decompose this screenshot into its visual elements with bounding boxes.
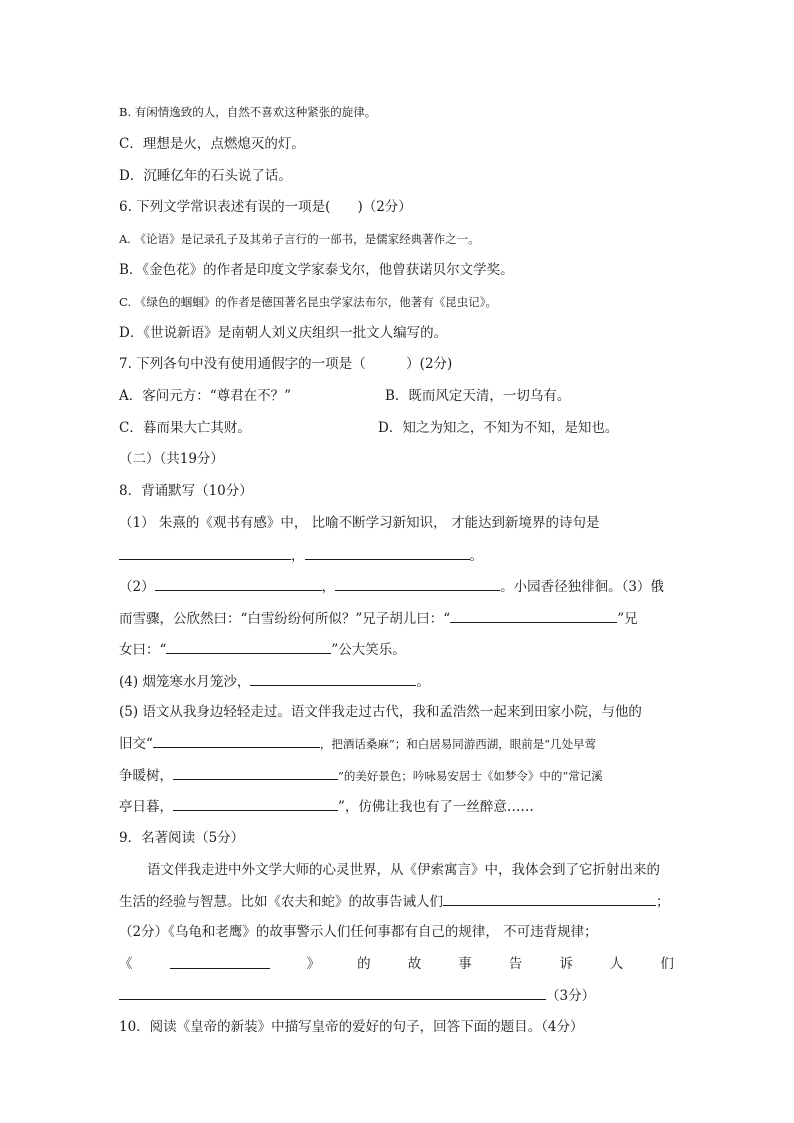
- q6-option-a: A. 《论语》是记录孔子及其弟子言行的一部书，是儒家经典著作之一。: [119, 232, 480, 246]
- q6-option-b: B．《金色花》的作者是印度文学家泰戈尔，他曾获诺贝尔文学奖。: [119, 262, 514, 278]
- q8-line-7: (5) 语文从我身边轻轻走过。语文伴我走过古代，我和孟浩然一起来到田家小院，与他的: [119, 704, 642, 720]
- answer-blank[interactable]: [443, 892, 656, 906]
- q8-line-6: (4) 烟笼寒水月笼沙， 。: [119, 674, 430, 690]
- q7-option-d: D．知之为知之，不知为不知，是知也。: [378, 420, 619, 436]
- answer-blank[interactable]: [119, 986, 546, 1000]
- q5-option-d: D．沉睡亿年的石头说了话。: [119, 168, 292, 184]
- answer-blank[interactable]: [153, 734, 320, 748]
- q6-option-d: D．《世说新语》是南朝人刘义庆组织一批文人编写的。: [119, 325, 448, 341]
- answer-blank[interactable]: [173, 766, 338, 780]
- q9-line-3: （2分）《乌龟和老鹰》的故事警示人们任何事都有自己的规律， 不可违背规律；: [119, 924, 598, 940]
- q8-line-3: （2） ， 。小园香径独徘徊。（3）俄: [119, 579, 664, 595]
- q6-option-c: C. 《绿色的蝈蝈》的作者是德国著名昆虫学家法布尔，他著有《昆虫记》。: [119, 295, 497, 309]
- answer-blank[interactable]: [155, 577, 322, 591]
- answer-blank[interactable]: [166, 640, 331, 654]
- q7-option-c: C．暮而果大亡其财。: [119, 420, 251, 436]
- section-two-heading: （二）（共19分）: [119, 451, 224, 467]
- q5-option-b: B. 有闲情逸致的人，自然不喜欢这种紧张的旋律。: [119, 105, 377, 119]
- answer-blank[interactable]: [119, 546, 291, 560]
- q10-title: 10．阅读《皇帝的新装》中描写皇帝的爱好的句子，回答下面的题目。（4分）: [119, 1019, 584, 1035]
- q8-line-4: 而雪骤，公欣然曰：“白雪纷纷何所似？”兄子胡儿曰：“ ”兄: [119, 611, 638, 627]
- q9-line-4: 《 》 的 故 事 告 诉 人 们: [119, 956, 674, 972]
- q5-option-c: C．理想是火，点燃熄灭的灯。: [119, 136, 305, 152]
- q7-option-b: B．既而风定天清，一切乌有。: [385, 388, 571, 404]
- q7-stem: 7. 下列各句中没有使用通假字的一项是（ ）(2分): [119, 356, 453, 372]
- q8-line-1: （1） 朱熹的《观书有感》中， 比喻不断学习新知识， 才能达到新境界的诗句是: [119, 515, 600, 531]
- answer-blank[interactable]: [170, 955, 270, 969]
- q9-line-2: 生活的经验与智慧。比如《农夫和蛇》的故事告诫人们 ；: [119, 894, 670, 910]
- q8-line-10: 亭日暮， ”，仿佛让我也有了一丝醉意……: [119, 799, 534, 815]
- answer-blank[interactable]: [335, 577, 500, 591]
- q7-option-a: A．客问元方：“尊君在不？”: [119, 388, 292, 404]
- q8-line-8: 旧交“ ，把酒话桑麻”；和白居易同游西湖，眼前是“几处早莺: [119, 736, 597, 752]
- answer-blank[interactable]: [450, 609, 617, 623]
- answer-blank[interactable]: [305, 546, 470, 560]
- q8-line-9: 争暖树， ”的美好景色；吟咏易安居士《如梦令》中的“常记溪: [119, 768, 603, 784]
- answer-blank[interactable]: [173, 797, 338, 811]
- q8-line-5: 女曰：“ ”公大笑乐。: [119, 642, 406, 658]
- answer-blank[interactable]: [250, 672, 416, 686]
- q6-stem: 6. 下列文学常识表述有误的一项是( )（2分）: [119, 199, 412, 215]
- q9-line-5: （3分）: [119, 986, 595, 1005]
- q8-line-2: ， 。: [119, 546, 483, 565]
- q9-line-1: 语文伴我走进中外文学大师的心灵世界，从《伊索寓言》中，我体会到了它折射出来的: [147, 862, 660, 878]
- q9-title: 9．名著阅读（5分）: [119, 830, 245, 846]
- q8-title: 8．背诵默写（10分）: [119, 483, 253, 499]
